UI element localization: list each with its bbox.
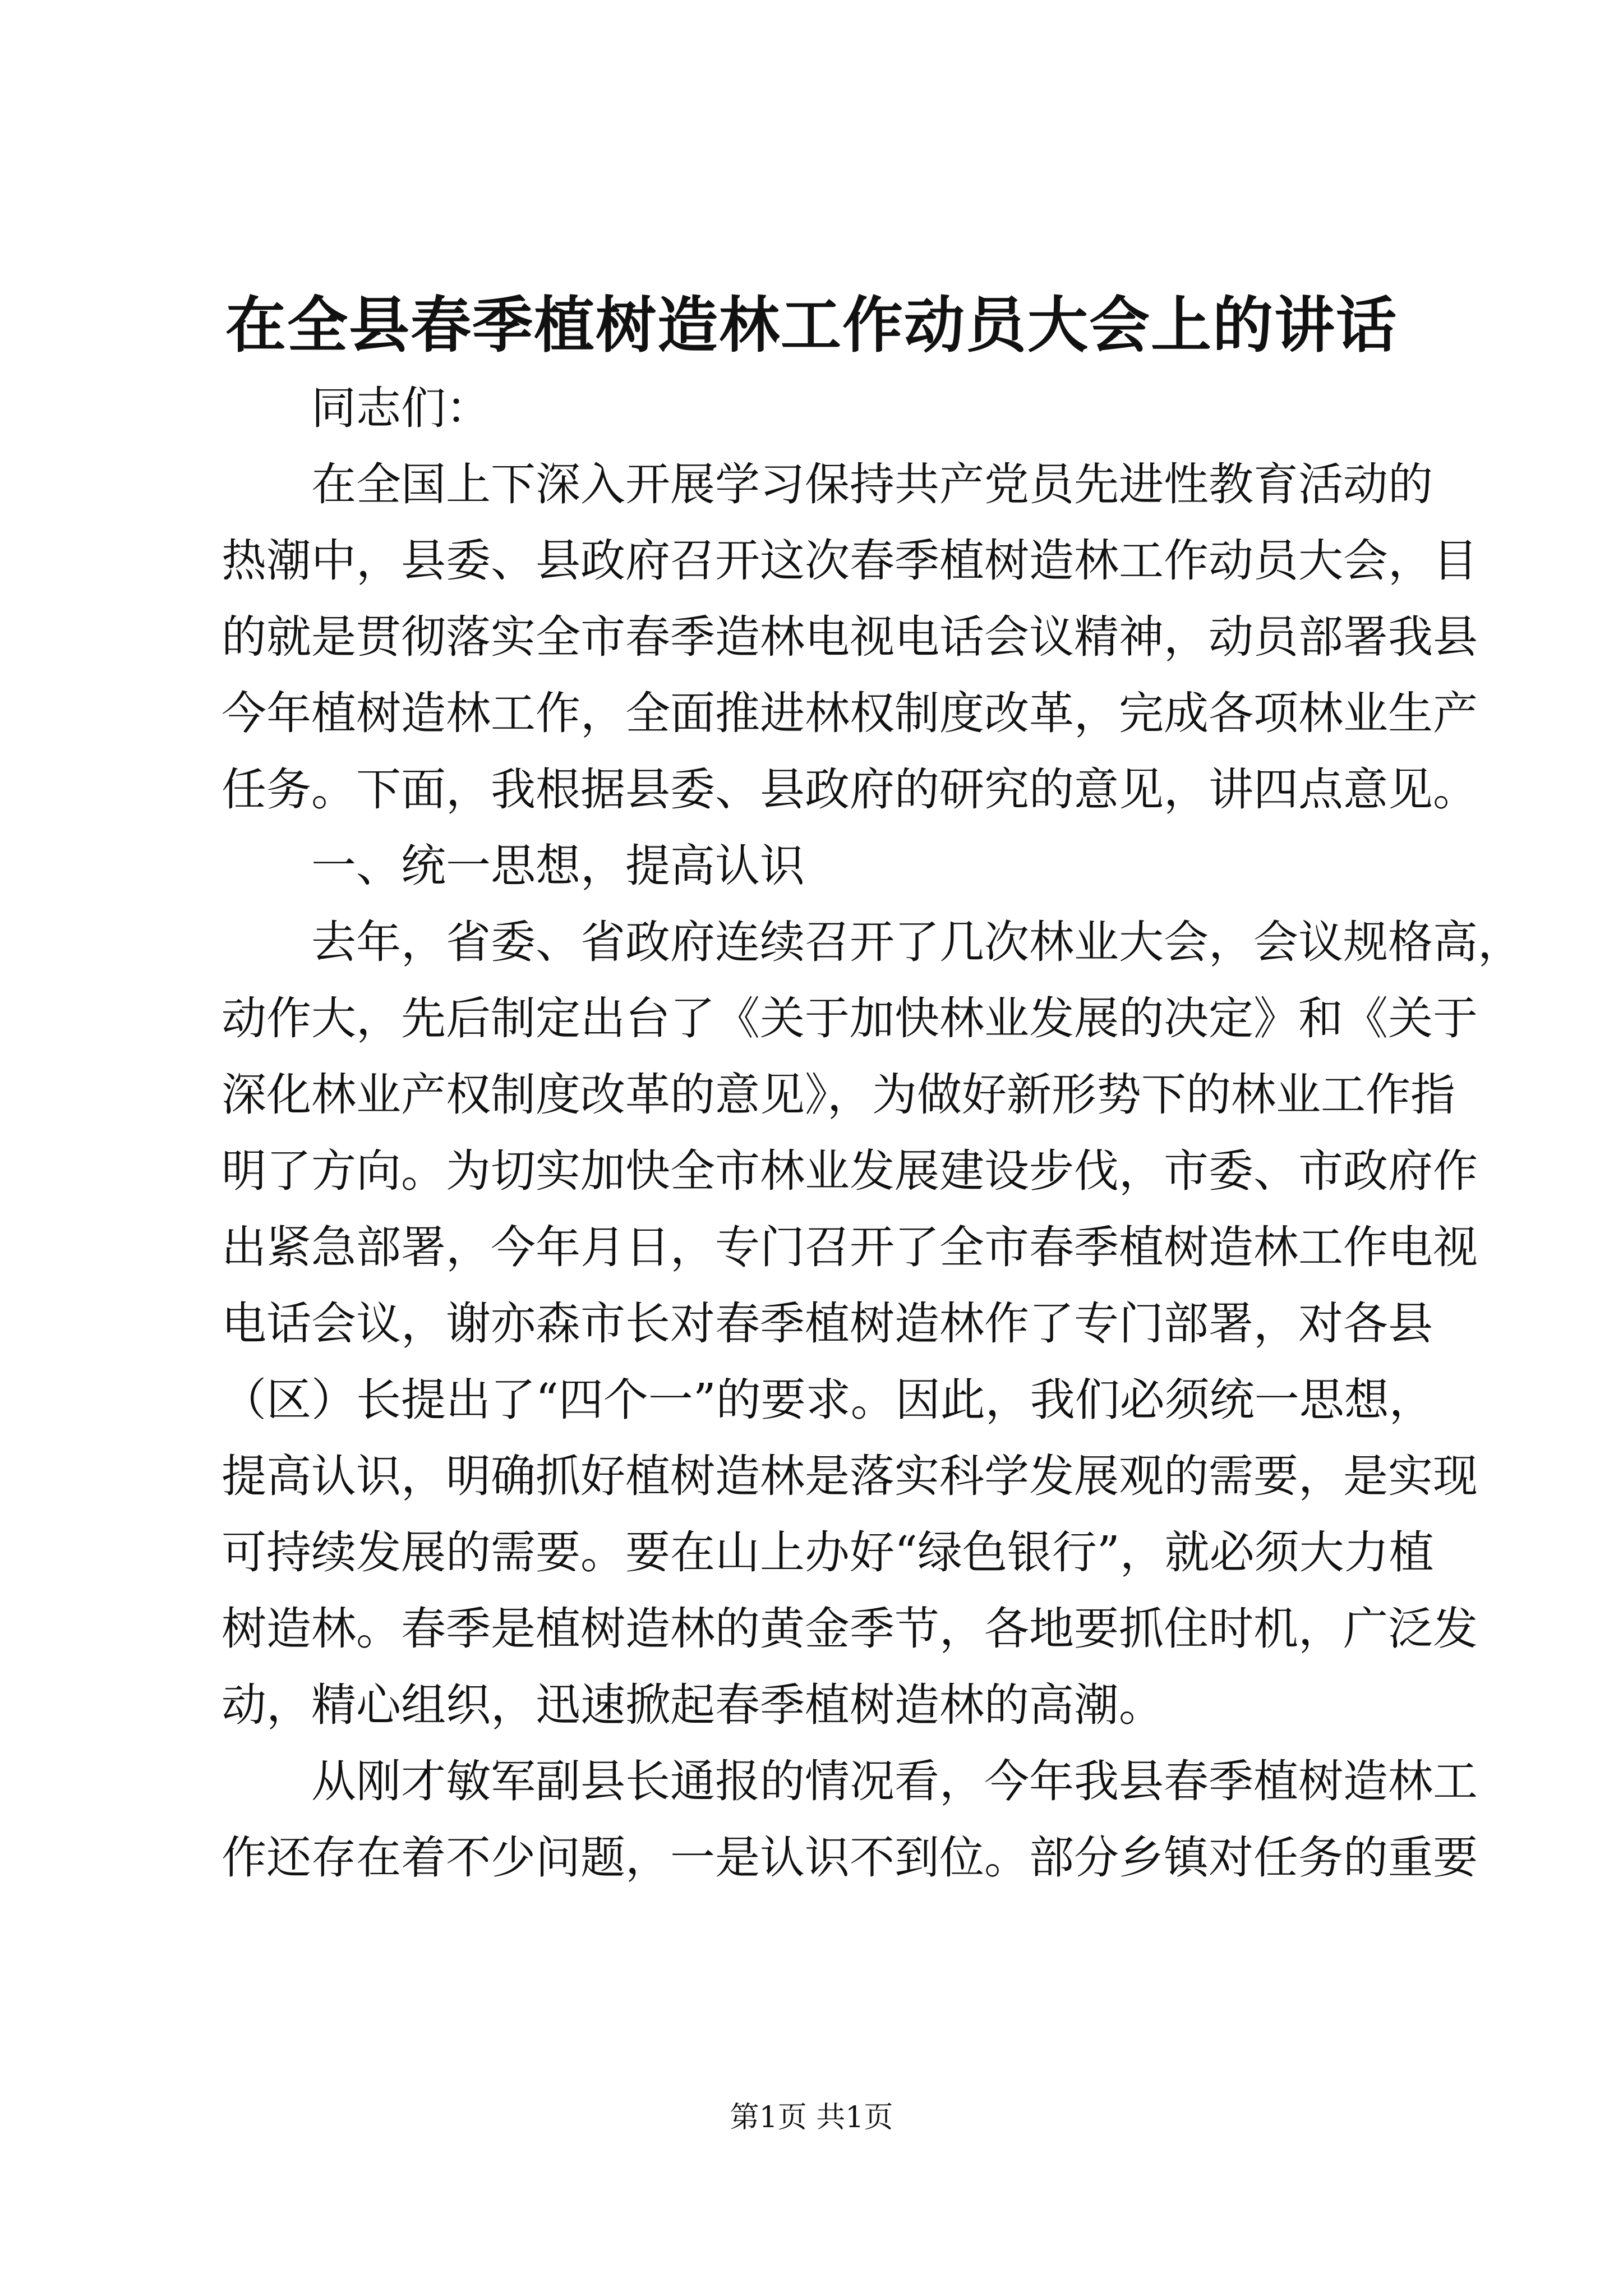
paragraph-line: 今年植树造林工作，全面推进林权制度改革，完成各项林业生产 [222, 687, 1478, 739]
paragraph-line: 电话会议，谢亦森市长对春季植树造林作了专门部署，对各县 [222, 1297, 1433, 1350]
paragraph-line: 提高认识，明确抓好植树造林是落实科学发展观的需要，是实现 [222, 1450, 1478, 1502]
paragraph-line: 任务。下面，我根据县委、县政府的研究的意见，讲四点意见。 [222, 763, 1478, 816]
paragraph-line: 深化林业产权制度改革的意见》，为做好新形势下的林业工作指 [222, 1069, 1455, 1121]
paragraph-line: 动，精心组织，迅速掀起春季植树造林的高潮。 [222, 1679, 1164, 1731]
page-footer: 第1页 共1页 [730, 2101, 893, 2134]
paragraph-line: （区）长提出了“四个一”的要求。因此，我们必须统一思想， [222, 1374, 1434, 1426]
paragraph-line: 树造林。春季是植树造林的黄金季节，各地要抓住时机，广泛发 [222, 1603, 1478, 1655]
paragraph-line: 动作大，先后制定出台了《关于加快林业发展的决定》和《关于 [222, 992, 1478, 1045]
paragraph-line: 从刚才敏军副县长通报的情况看，今年我县春季植树造林工 [311, 1755, 1478, 1807]
document-title: 在全县春季植树造林工作动员大会上的讲话 [225, 290, 1398, 361]
section-heading: 一、统一思想，提高认识 [311, 840, 805, 892]
paragraph-line: 在全国上下深入开展学习保持共产党员先进性教育活动的 [311, 458, 1433, 510]
paragraph-line: 明了方向。为切实加快全市林业发展建设步伐，市委、市政府作 [222, 1145, 1478, 1197]
paragraph-line: 出紧急部署，今年月日，专门召开了全市春季植树造林工作电视 [222, 1221, 1478, 1273]
paragraph-line: 的就是贯彻落实全市春季造林电视电话会议精神，动员部署我县 [222, 611, 1478, 663]
document-body [222, 370, 1523, 1896]
salutation-line: 同志们： [311, 382, 491, 434]
paragraph-line: 热潮中，县委、县政府召开这次春季植树造林工作动员大会，目 [222, 535, 1478, 587]
paragraph-line: 去年，省委、省政府连续召开了几次林业大会，会议规格高， [311, 916, 1523, 968]
paragraph-line: 作还存在着不少问题，一是认识不到位。部分乡镇对任务的重要 [222, 1832, 1478, 1884]
paragraph-line: 可持续发展的需要。要在山上办好“绿色银行”，就必须大力植 [222, 1526, 1434, 1579]
